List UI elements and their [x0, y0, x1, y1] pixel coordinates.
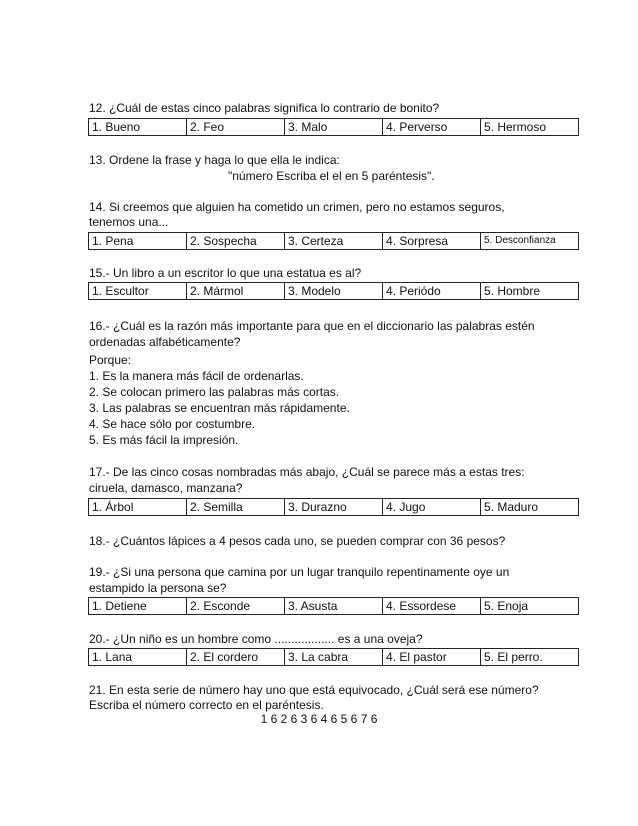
question-12: 12. ¿Cuál de estas cinco palabras significa lo contrario de bonito?	[89, 101, 440, 115]
q19-option-5: 5. Enoja	[481, 598, 579, 615]
question-13-phrase: "número Escriba el el en 5 paréntesis".	[228, 169, 435, 183]
q15-option-4: 4. Periódo	[383, 283, 481, 300]
q12-option-5: 5. Hermoso	[481, 119, 579, 136]
question-16-because: Porque:	[89, 353, 132, 367]
q14-option-3: 3. Certeza	[285, 233, 383, 250]
q15-options-table	[88, 282, 579, 300]
q16-item-1: 1. Es la manera más fácil de ordenarlas.	[89, 369, 304, 383]
question-19-line-1: 19.- ¿Si una persona que camina por un lugar tranquilo repentinamente oye un	[89, 565, 510, 579]
q16-item-5: 5. Es más fácil la impresión.	[89, 433, 239, 447]
question-21-number-series: 1 6 2 6 3 6 4 6 5 6 7 6	[260, 712, 378, 726]
q12-option-1: 1. Bueno	[89, 119, 187, 136]
q19-option-3: 3. Asusta	[285, 598, 383, 615]
question-21-line-2: Escriba el número correcto en el paréntesis.	[89, 698, 324, 712]
question-18: 18.- ¿Cuántos lápices a 4 pesos cada uno, se pueden comprar con 36 pesos?	[89, 534, 506, 548]
q20-option-3: 3. La cabra	[285, 649, 383, 666]
question-14-line-1: 14. Si creemos que alguien ha cometido un crimen, pero no estamos seguros,	[89, 200, 505, 214]
q15-option-5: 5. Hombre	[481, 283, 579, 300]
q17-options-table	[88, 498, 579, 516]
q12-option-2: 2. Feo	[187, 119, 285, 136]
q16-item-4: 4. Se hace sólo por costumbre.	[89, 417, 256, 431]
question-19-line-2: estampido la persona se?	[89, 581, 227, 595]
q14-option-2: 2. Sospecha	[187, 233, 285, 250]
q14-option-4: 4. Sorpresa	[383, 233, 481, 250]
q15-option-3: 3. Modelo	[285, 283, 383, 300]
q20-option-1: 1. Lana	[89, 649, 187, 666]
q17-option-4: 4. Jugo	[383, 499, 481, 516]
question-17-line-1: 17.- De las cinco cosas nombradas más abajo, ¿Cuál se parece más a estas tres:	[89, 465, 525, 479]
question-13: 13. Ordene la frase y haga lo que ella le indica:	[89, 153, 340, 167]
q17-option-3: 3. Durazno	[285, 499, 383, 516]
q14-option-5: 5. Desconfianza	[481, 233, 579, 250]
q12-option-4: 4. Perverso	[383, 119, 481, 136]
question-16-answer-list	[89, 352, 589, 448]
question-14-line-2: tenemos una...	[89, 215, 169, 229]
q20-option-4: 4. El pastor	[383, 649, 481, 666]
q17-option-2: 2. Semilla	[187, 499, 285, 516]
q17-option-5: 5. Maduro	[481, 499, 579, 516]
q17-option-1: 1. Árbol	[89, 499, 187, 516]
question-21-line-1: 21. En esta serie de número hay uno que está equivocado, ¿Cuál será ese número?	[89, 683, 539, 697]
q19-option-1: 1. Detiene	[89, 598, 187, 615]
question-17-line-2: ciruela, damasco, manzana?	[89, 481, 243, 495]
q16-item-3: 3. Las palabras se encuentran más rápidamente.	[89, 401, 350, 415]
q14-option-1: 1. Pena	[89, 233, 187, 250]
q20-options-table	[88, 648, 579, 666]
q14-options-table	[88, 232, 579, 250]
q12-option-3: 3. Malo	[285, 119, 383, 136]
q15-option-1: 1. Escultor	[89, 283, 187, 300]
question-20: 20.- ¿Un niño es un hombre como .................. es a una oveja?	[89, 632, 423, 646]
q16-item-2: 2. Se colocan primero las palabras más cortas.	[89, 385, 340, 399]
question-16-line-2: ordenadas alfabéticamente?	[89, 335, 241, 349]
q20-option-2: 2. El cordero	[187, 649, 285, 666]
question-15: 15.- Un libro a un escritor lo que una estatua es al?	[89, 266, 362, 280]
question-16-line-1: 16.- ¿Cuál es la razón más importante para que en el diccionario las palabras estén	[89, 319, 535, 333]
q12-options-table	[88, 118, 579, 136]
q20-option-5: 5. El perro.	[481, 649, 579, 666]
q19-options-table	[88, 597, 579, 615]
q19-option-2: 2. Esconde	[187, 598, 285, 615]
q19-option-4: 4. Essordese	[383, 598, 481, 615]
q15-option-2: 2. Mármol	[187, 283, 285, 300]
